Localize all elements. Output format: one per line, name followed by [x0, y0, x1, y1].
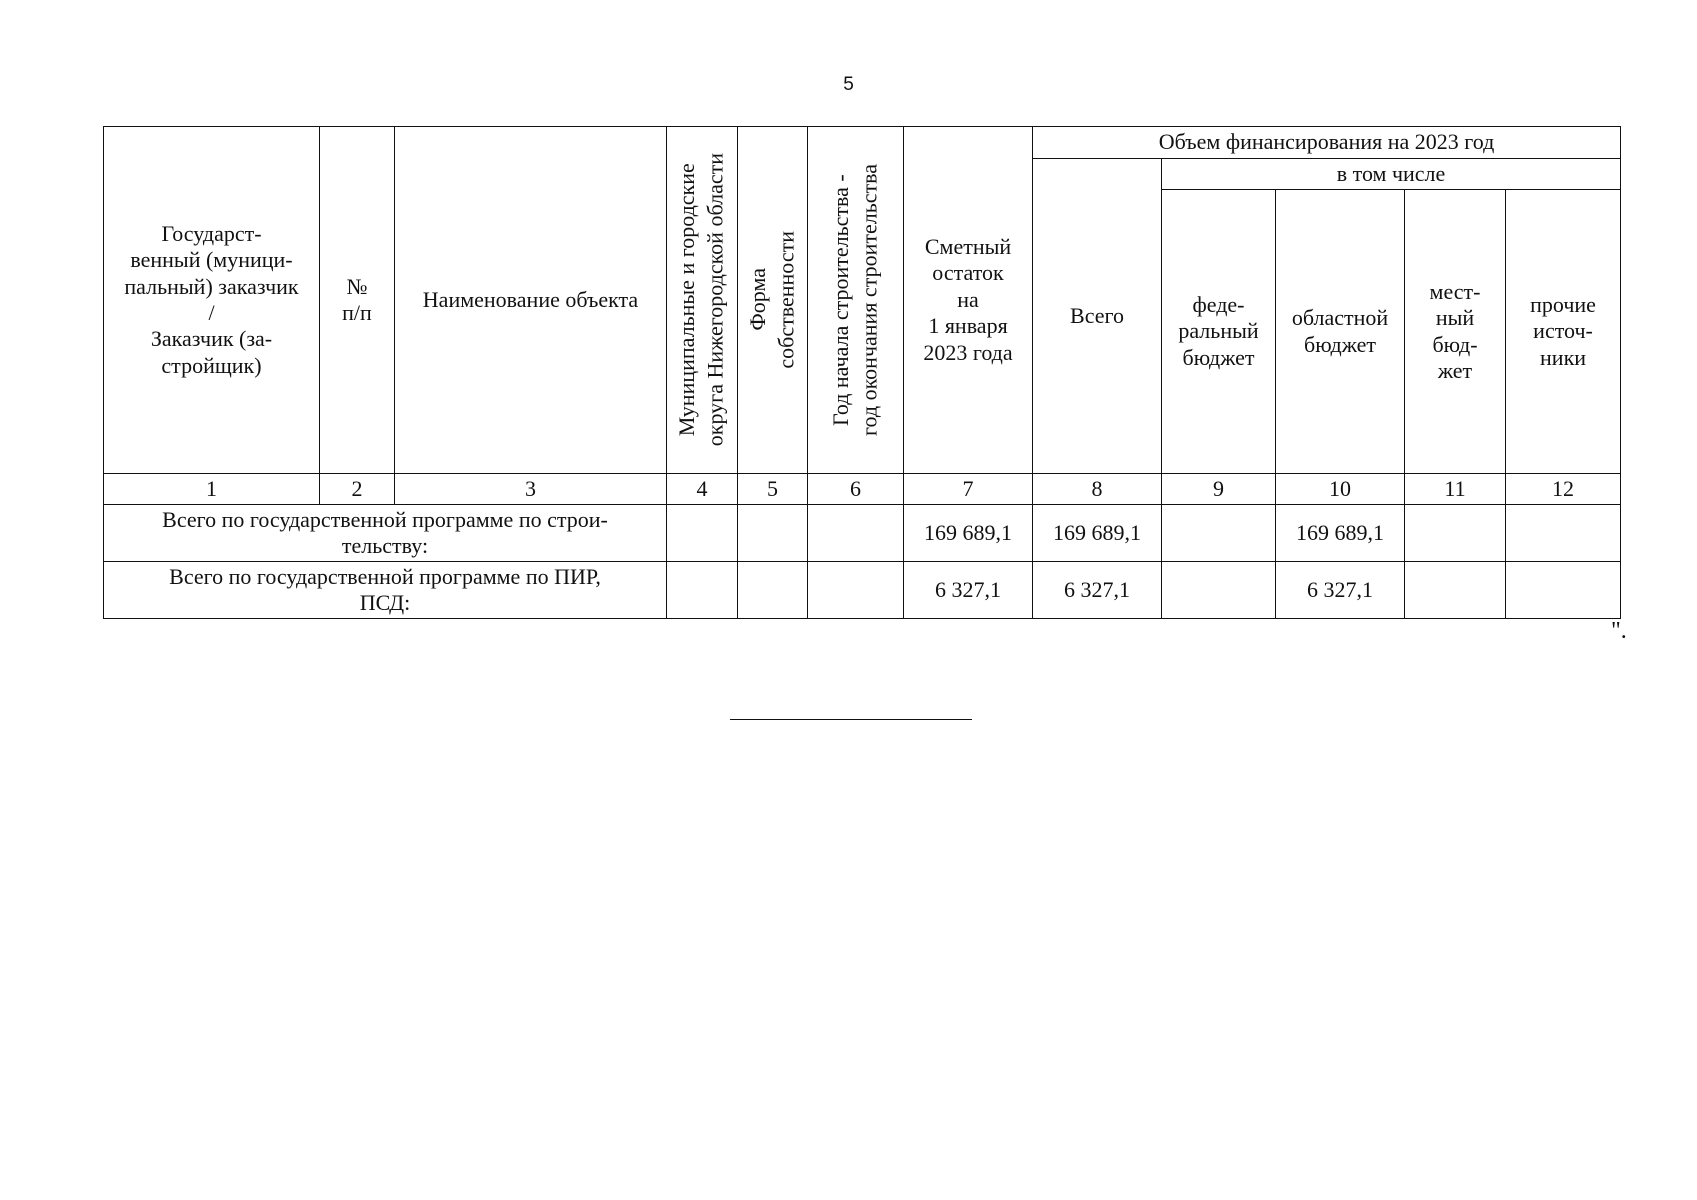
- header-customer: Государст- венный (муници- пальный) заказчик / Заказчик (за- стройщик): [104, 127, 320, 474]
- municipality-cell: [667, 505, 738, 562]
- header-federal-budget: феде- ральный бюджет: [1162, 190, 1276, 474]
- header-other-sources: прочие источ- ники: [1506, 190, 1621, 474]
- local-cell: [1405, 505, 1506, 562]
- table-row: [104, 505, 1621, 562]
- column-numbers-row: [104, 474, 1621, 505]
- header-estimate-balance: Сметный остаток на 1 января 2023 года: [904, 127, 1033, 474]
- ownership-form-cell: [738, 505, 808, 562]
- column-number: 5: [738, 474, 808, 505]
- local-cell: [1405, 562, 1506, 619]
- header-object-name: Наименование объекта: [395, 127, 667, 474]
- column-number: 10: [1276, 474, 1405, 505]
- header-regional-budget: областной бюджет: [1276, 190, 1405, 474]
- column-number: 1: [104, 474, 320, 505]
- column-number: 3: [395, 474, 667, 505]
- column-number: 7: [904, 474, 1033, 505]
- header-municipality: Муниципальные и городские округа Нижегородской области: [667, 127, 738, 474]
- column-number: 12: [1506, 474, 1621, 505]
- separator-line: [730, 719, 972, 720]
- header-number: № п/п: [320, 127, 395, 474]
- closing-quote-mark: ".: [1611, 618, 1627, 644]
- regional-cell: 6 327,1: [1276, 562, 1405, 619]
- column-number: 4: [667, 474, 738, 505]
- construction-years-cell: [808, 562, 904, 619]
- federal-cell: [1162, 505, 1276, 562]
- row-label: Всего по государственной программе по строи- тельству:: [104, 505, 667, 562]
- header-total: Всего: [1033, 159, 1162, 474]
- table-row: [104, 562, 1621, 619]
- column-number: 8: [1033, 474, 1162, 505]
- other-cell: [1506, 505, 1621, 562]
- header-ownership-form: Форма собственности: [738, 127, 808, 474]
- column-number: 6: [808, 474, 904, 505]
- page-number: 5: [843, 74, 854, 95]
- municipality-cell: [667, 562, 738, 619]
- construction-years-cell: [808, 505, 904, 562]
- total-cell: 169 689,1: [1033, 505, 1162, 562]
- total-cell: 6 327,1: [1033, 562, 1162, 619]
- header-construction-years: Год начала строительства - год окончания строительства: [808, 127, 904, 474]
- ownership-form-cell: [738, 562, 808, 619]
- funding-table: [103, 126, 1621, 619]
- column-number: 2: [320, 474, 395, 505]
- column-number: 9: [1162, 474, 1276, 505]
- header-including: в том числе: [1162, 159, 1621, 190]
- header-local-budget: мест- ный бюд- жет: [1405, 190, 1506, 474]
- header-funding-volume: Объем финансирования на 2023 год: [1033, 127, 1621, 159]
- other-cell: [1506, 562, 1621, 619]
- row-label: Всего по государственной программе по ПИР, ПСД:: [104, 562, 667, 619]
- estimate-balance-cell: 6 327,1: [904, 562, 1033, 619]
- federal-cell: [1162, 562, 1276, 619]
- estimate-balance-cell: 169 689,1: [904, 505, 1033, 562]
- column-number: 11: [1405, 474, 1506, 505]
- regional-cell: 169 689,1: [1276, 505, 1405, 562]
